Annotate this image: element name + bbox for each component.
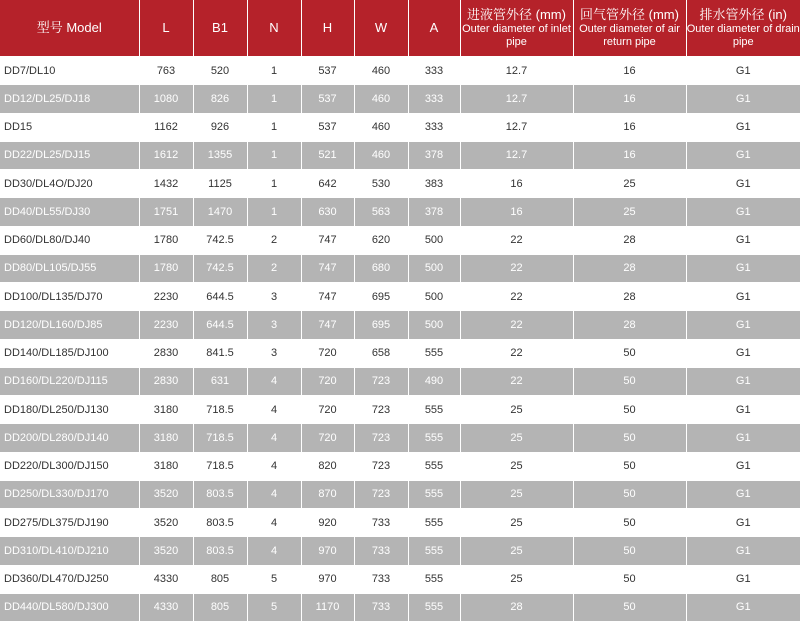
cell-a: 500 xyxy=(408,283,460,311)
cell-h: 521 xyxy=(301,141,354,169)
table-header-row xyxy=(0,0,800,57)
cell-h: 537 xyxy=(301,85,354,113)
cell-return: 16 xyxy=(573,141,686,169)
cell-b1: 805 xyxy=(193,593,247,621)
cell-model: DD360/DL470/DJ250 xyxy=(0,565,139,593)
cell-b1: 841.5 xyxy=(193,339,247,367)
cell-h: 720 xyxy=(301,396,354,424)
cell-model: DD220/DL300/DJ150 xyxy=(0,452,139,480)
header-return-en: Outer diameter of air return pipe xyxy=(574,23,686,49)
table-row xyxy=(0,537,800,565)
cell-w: 658 xyxy=(354,339,408,367)
cell-w: 620 xyxy=(354,226,408,254)
cell-b1: 1125 xyxy=(193,170,247,198)
cell-l: 3520 xyxy=(139,509,193,537)
cell-return: 16 xyxy=(573,113,686,141)
cell-drain: G1 xyxy=(686,57,800,85)
table-row xyxy=(0,367,800,395)
table-row xyxy=(0,509,800,537)
table-row xyxy=(0,480,800,508)
cell-w: 733 xyxy=(354,537,408,565)
cell-a: 333 xyxy=(408,57,460,85)
cell-inlet: 22 xyxy=(460,339,573,367)
cell-a: 500 xyxy=(408,226,460,254)
cell-l: 1612 xyxy=(139,141,193,169)
table-row xyxy=(0,198,800,226)
table-row xyxy=(0,254,800,282)
cell-drain: G1 xyxy=(686,339,800,367)
cell-return: 50 xyxy=(573,396,686,424)
cell-h: 870 xyxy=(301,480,354,508)
cell-b1: 644.5 xyxy=(193,311,247,339)
cell-w: 733 xyxy=(354,509,408,537)
cell-l: 763 xyxy=(139,57,193,85)
cell-l: 3520 xyxy=(139,537,193,565)
cell-h: 970 xyxy=(301,537,354,565)
cell-h: 1170 xyxy=(301,593,354,621)
cell-l: 1080 xyxy=(139,85,193,113)
header-drain-pipe xyxy=(686,0,800,57)
header-n: N xyxy=(247,0,301,57)
table-row xyxy=(0,339,800,367)
cell-b1: 1470 xyxy=(193,198,247,226)
cell-return: 50 xyxy=(573,480,686,508)
header-b1: B1 xyxy=(193,0,247,57)
cell-n: 1 xyxy=(247,85,301,113)
cell-model: DD140/DL185/DJ100 xyxy=(0,339,139,367)
header-inlet-cn: 进液管外径 (mm) xyxy=(461,7,573,23)
cell-return: 50 xyxy=(573,424,686,452)
cell-b1: 826 xyxy=(193,85,247,113)
cell-a: 500 xyxy=(408,254,460,282)
cell-a: 333 xyxy=(408,85,460,113)
cell-w: 695 xyxy=(354,311,408,339)
cell-return: 28 xyxy=(573,254,686,282)
header-w: W xyxy=(354,0,408,57)
cell-a: 500 xyxy=(408,311,460,339)
cell-l: 1751 xyxy=(139,198,193,226)
cell-w: 733 xyxy=(354,593,408,621)
header-drain-cn: 排水管外径 (in) xyxy=(687,7,800,23)
cell-h: 747 xyxy=(301,311,354,339)
cell-drain: G1 xyxy=(686,254,800,282)
cell-return: 50 xyxy=(573,565,686,593)
cell-a: 555 xyxy=(408,452,460,480)
header-inlet-en: Outer diameter of inlet pipe xyxy=(461,23,573,49)
cell-b1: 926 xyxy=(193,113,247,141)
cell-inlet: 12.7 xyxy=(460,57,573,85)
cell-n: 4 xyxy=(247,537,301,565)
cell-n: 2 xyxy=(247,226,301,254)
cell-l: 3520 xyxy=(139,480,193,508)
cell-n: 5 xyxy=(247,565,301,593)
cell-model: DD275/DL375/DJ190 xyxy=(0,509,139,537)
cell-h: 747 xyxy=(301,226,354,254)
cell-drain: G1 xyxy=(686,311,800,339)
cell-drain: G1 xyxy=(686,565,800,593)
cell-model: DD250/DL330/DJ170 xyxy=(0,480,139,508)
cell-drain: G1 xyxy=(686,283,800,311)
cell-drain: G1 xyxy=(686,593,800,621)
cell-h: 720 xyxy=(301,424,354,452)
cell-w: 723 xyxy=(354,396,408,424)
cell-h: 820 xyxy=(301,452,354,480)
cell-return: 16 xyxy=(573,57,686,85)
cell-w: 723 xyxy=(354,480,408,508)
cell-inlet: 25 xyxy=(460,396,573,424)
header-h: H xyxy=(301,0,354,57)
cell-drain: G1 xyxy=(686,396,800,424)
cell-n: 4 xyxy=(247,424,301,452)
table-row xyxy=(0,311,800,339)
cell-b1: 803.5 xyxy=(193,537,247,565)
cell-drain: G1 xyxy=(686,509,800,537)
cell-model: DD22/DL25/DJ15 xyxy=(0,141,139,169)
table-row xyxy=(0,565,800,593)
cell-model: DD15 xyxy=(0,113,139,141)
cell-drain: G1 xyxy=(686,424,800,452)
cell-b1: 718.5 xyxy=(193,424,247,452)
cell-l: 1432 xyxy=(139,170,193,198)
cell-a: 333 xyxy=(408,113,460,141)
header-inlet-pipe xyxy=(460,0,573,57)
cell-w: 563 xyxy=(354,198,408,226)
cell-n: 2 xyxy=(247,254,301,282)
cell-model: DD40/DL55/DJ30 xyxy=(0,198,139,226)
cell-n: 5 xyxy=(247,593,301,621)
cell-inlet: 22 xyxy=(460,311,573,339)
cell-a: 555 xyxy=(408,480,460,508)
table-row xyxy=(0,226,800,254)
cell-model: DD30/DL4O/DJ20 xyxy=(0,170,139,198)
cell-model: DD440/DL580/DJ300 xyxy=(0,593,139,621)
cell-inlet: 22 xyxy=(460,226,573,254)
cell-inlet: 22 xyxy=(460,254,573,282)
cell-return: 28 xyxy=(573,283,686,311)
cell-return: 50 xyxy=(573,339,686,367)
cell-h: 747 xyxy=(301,283,354,311)
cell-drain: G1 xyxy=(686,170,800,198)
cell-a: 555 xyxy=(408,565,460,593)
table-row xyxy=(0,170,800,198)
cell-n: 4 xyxy=(247,509,301,537)
cell-inlet: 12.7 xyxy=(460,141,573,169)
cell-h: 642 xyxy=(301,170,354,198)
cell-n: 3 xyxy=(247,283,301,311)
cell-l: 1780 xyxy=(139,226,193,254)
cell-b1: 803.5 xyxy=(193,509,247,537)
cell-drain: G1 xyxy=(686,141,800,169)
cell-inlet: 25 xyxy=(460,480,573,508)
cell-drain: G1 xyxy=(686,198,800,226)
cell-l: 2230 xyxy=(139,283,193,311)
cell-l: 4330 xyxy=(139,565,193,593)
cell-b1: 805 xyxy=(193,565,247,593)
cell-return: 50 xyxy=(573,509,686,537)
cell-w: 723 xyxy=(354,452,408,480)
cell-h: 537 xyxy=(301,113,354,141)
cell-model: DD120/DL160/DJ85 xyxy=(0,311,139,339)
cell-inlet: 25 xyxy=(460,424,573,452)
cell-n: 1 xyxy=(247,57,301,85)
cell-inlet: 25 xyxy=(460,565,573,593)
cell-h: 720 xyxy=(301,367,354,395)
cell-inlet: 22 xyxy=(460,283,573,311)
header-a: A xyxy=(408,0,460,57)
cell-inlet: 16 xyxy=(460,170,573,198)
cell-return: 25 xyxy=(573,198,686,226)
cell-model: DD200/DL280/DJ140 xyxy=(0,424,139,452)
cell-b1: 520 xyxy=(193,57,247,85)
cell-w: 460 xyxy=(354,57,408,85)
cell-a: 378 xyxy=(408,198,460,226)
cell-l: 4330 xyxy=(139,593,193,621)
table-row xyxy=(0,113,800,141)
cell-model: DD310/DL410/DJ210 xyxy=(0,537,139,565)
cell-n: 4 xyxy=(247,452,301,480)
cell-h: 630 xyxy=(301,198,354,226)
cell-model: DD60/DL80/DJ40 xyxy=(0,226,139,254)
cell-a: 490 xyxy=(408,367,460,395)
cell-model: DD100/DL135/DJ70 xyxy=(0,283,139,311)
cell-w: 723 xyxy=(354,367,408,395)
cell-w: 460 xyxy=(354,141,408,169)
cell-drain: G1 xyxy=(686,537,800,565)
cell-b1: 631 xyxy=(193,367,247,395)
cell-l: 2830 xyxy=(139,339,193,367)
table-row xyxy=(0,57,800,85)
cell-n: 4 xyxy=(247,480,301,508)
cell-w: 460 xyxy=(354,113,408,141)
cell-a: 555 xyxy=(408,593,460,621)
cell-model: DD80/DL105/DJ55 xyxy=(0,254,139,282)
cell-n: 4 xyxy=(247,396,301,424)
cell-return: 25 xyxy=(573,170,686,198)
table-row xyxy=(0,424,800,452)
cell-w: 733 xyxy=(354,565,408,593)
cell-return: 50 xyxy=(573,537,686,565)
cell-l: 1162 xyxy=(139,113,193,141)
cell-w: 530 xyxy=(354,170,408,198)
cell-h: 720 xyxy=(301,339,354,367)
cell-n: 1 xyxy=(247,170,301,198)
cell-l: 3180 xyxy=(139,452,193,480)
cell-model: DD160/DL220/DJ115 xyxy=(0,367,139,395)
cell-b1: 1355 xyxy=(193,141,247,169)
cell-return: 50 xyxy=(573,367,686,395)
cell-l: 3180 xyxy=(139,396,193,424)
cell-inlet: 25 xyxy=(460,509,573,537)
cell-inlet: 22 xyxy=(460,367,573,395)
cell-w: 460 xyxy=(354,85,408,113)
cell-a: 555 xyxy=(408,339,460,367)
header-return-cn: 回气管外径 (mm) xyxy=(574,7,686,23)
cell-h: 537 xyxy=(301,57,354,85)
cell-n: 1 xyxy=(247,141,301,169)
cell-n: 1 xyxy=(247,198,301,226)
cell-return: 16 xyxy=(573,85,686,113)
cell-h: 970 xyxy=(301,565,354,593)
cell-inlet: 12.7 xyxy=(460,113,573,141)
cell-inlet: 12.7 xyxy=(460,85,573,113)
cell-inlet: 25 xyxy=(460,452,573,480)
cell-return: 50 xyxy=(573,452,686,480)
table-row xyxy=(0,85,800,113)
cell-w: 680 xyxy=(354,254,408,282)
cell-inlet: 16 xyxy=(460,198,573,226)
cell-a: 555 xyxy=(408,396,460,424)
cell-l: 2830 xyxy=(139,367,193,395)
table-row xyxy=(0,396,800,424)
cell-n: 3 xyxy=(247,311,301,339)
cell-h: 747 xyxy=(301,254,354,282)
cell-h: 920 xyxy=(301,509,354,537)
header-return-pipe xyxy=(573,0,686,57)
cell-a: 555 xyxy=(408,424,460,452)
cell-w: 695 xyxy=(354,283,408,311)
table-row xyxy=(0,452,800,480)
header-l: L xyxy=(139,0,193,57)
cell-n: 1 xyxy=(247,113,301,141)
cell-model: DD7/DL10 xyxy=(0,57,139,85)
cell-drain: G1 xyxy=(686,226,800,254)
cell-b1: 718.5 xyxy=(193,396,247,424)
table-row xyxy=(0,141,800,169)
cell-l: 1780 xyxy=(139,254,193,282)
header-drain-en: Outer diameter of drain pipe xyxy=(687,23,800,49)
cell-a: 378 xyxy=(408,141,460,169)
table-row xyxy=(0,283,800,311)
cell-a: 383 xyxy=(408,170,460,198)
cell-n: 4 xyxy=(247,367,301,395)
cell-b1: 742.5 xyxy=(193,226,247,254)
cell-a: 555 xyxy=(408,509,460,537)
cell-drain: G1 xyxy=(686,85,800,113)
header-model: 型号 Model xyxy=(0,0,139,57)
table-row xyxy=(0,593,800,621)
cell-return: 28 xyxy=(573,311,686,339)
cell-inlet: 28 xyxy=(460,593,573,621)
cell-a: 555 xyxy=(408,537,460,565)
cell-n: 3 xyxy=(247,339,301,367)
cell-b1: 742.5 xyxy=(193,254,247,282)
cell-l: 3180 xyxy=(139,424,193,452)
cell-model: DD180/DL250/DJ130 xyxy=(0,396,139,424)
cell-w: 723 xyxy=(354,424,408,452)
table-body xyxy=(0,57,800,621)
cell-b1: 803.5 xyxy=(193,480,247,508)
cell-drain: G1 xyxy=(686,367,800,395)
cell-return: 28 xyxy=(573,226,686,254)
cell-return: 50 xyxy=(573,593,686,621)
cell-model: DD12/DL25/DJ18 xyxy=(0,85,139,113)
cell-drain: G1 xyxy=(686,480,800,508)
cell-b1: 718.5 xyxy=(193,452,247,480)
cell-drain: G1 xyxy=(686,113,800,141)
cell-b1: 644.5 xyxy=(193,283,247,311)
cell-drain: G1 xyxy=(686,452,800,480)
cell-inlet: 25 xyxy=(460,537,573,565)
cell-l: 2230 xyxy=(139,311,193,339)
